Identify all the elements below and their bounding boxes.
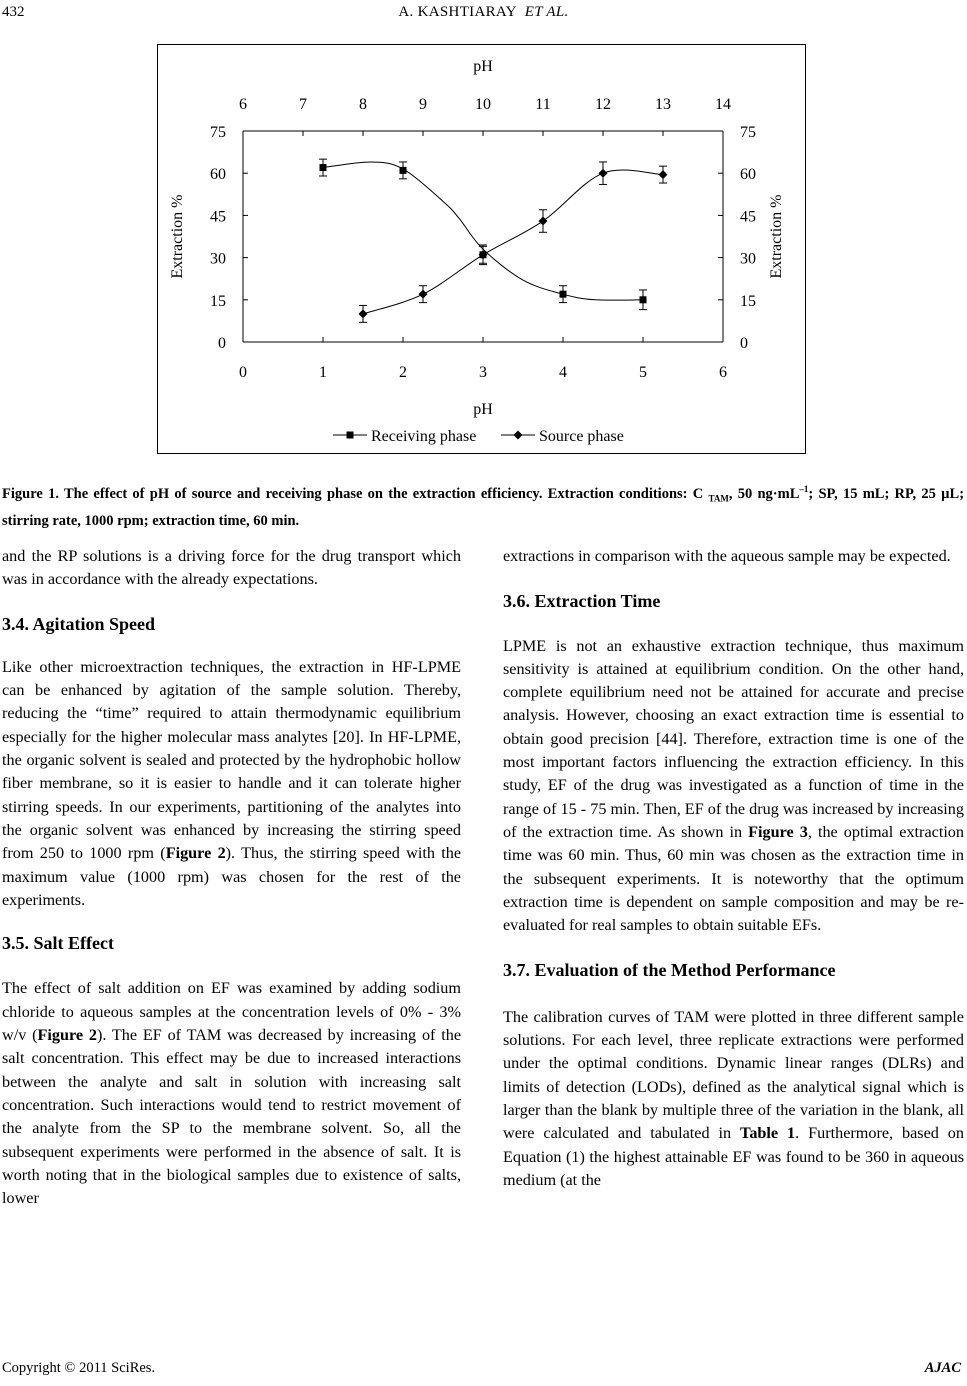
- legend-source-phase-label: Source phase: [539, 428, 624, 445]
- caption-rest: ; SP, 15 mL; RP, 25 µL; stirring rate, 1000 rpm; extraction time, 60 min.: [2, 485, 965, 529]
- paragraph-intro: and the RP solutions is a driving force for the drug transport which was in accordance with the already expectations.: [2, 547, 461, 589]
- agitation-text-1: Like other microextraction techniques, the extraction in HF-LPME can be enhanced by agitation of the sample solution. Thereby, reducing the “time” required to attain thermodynamic equilibrium especially for the higher molecular mass analytes [20]. In HF-LPME, the organic solvent is sealed and protected by the hydrophobic hollow fiber membrane, so it is easier to handle and it can tolerate higher stirring speeds. In our experiments, partitioning of the analytes into the organic solvent was enhanced by increasing the stirring speed from 250 to 1000 rpm (: [2, 657, 461, 863]
- x-bottom-tick-label: 2: [399, 364, 407, 381]
- salt-text-2: ). The EF of TAM was decreased by increasing of the salt concentration. This effect may be due to increased interactions between the analyte and salt in solution with increasing salt concentration. Such interactions would tend to restrict movement of the analyte from the SP to the membrane solvent. So, all the subsequent experiments were performed in the absence of salt. It is worth noting that in the biological samples due to existence of salts, lower: [2, 1026, 462, 1208]
- running-head: [0, 4, 967, 21]
- caption-subscript: TAM: [708, 493, 729, 504]
- source-phase-point: [359, 309, 368, 318]
- figure-1-chart: [158, 45, 805, 453]
- eval-text-1: The calibration curves of TAM were plotted in three different sample solutions. For each level, three replicate extractions were performed under the optimal conditions. Dynamic linear ranges (DLRs) and limits of detection (LODs), defined as the analytical signal which is larger than the blank by multiple three of the variation in the blank, all were calculated and tabulated in: [503, 1007, 964, 1143]
- journal-footer: AJAC: [924, 1360, 961, 1376]
- y-right-tick-label: 15: [740, 292, 756, 310]
- x-bottom-tick-label: 6: [719, 364, 727, 381]
- paragraph-method-performance: [503, 1006, 964, 1192]
- running-head-et-al: ET AL.: [524, 4, 569, 20]
- y-right-tick-label: 0: [740, 335, 748, 352]
- x-bottom-tick-label: 4: [559, 364, 567, 381]
- running-head-authors: A. KASHTIARAY: [398, 4, 517, 20]
- caption-label: Figure 1.: [2, 485, 59, 502]
- figure-1-caption: [2, 478, 964, 532]
- x-top-axis-title: pH: [473, 58, 493, 75]
- left-column: [2, 545, 461, 1210]
- caption-concentration: , 50 ng·mL: [728, 485, 800, 502]
- legend-receiving-phase-label: Receiving phase: [371, 428, 477, 445]
- source-phase-point: [659, 170, 668, 179]
- caption-main: The effect of pH of source and receiving phase on the extraction efficiency. Extraction conditions: C: [63, 485, 704, 502]
- figure-2-reference: Figure 2: [37, 1026, 97, 1045]
- right-column: [503, 545, 964, 1192]
- x-bottom-tick-label: 0: [239, 364, 247, 381]
- x-top-tick-label: 6: [239, 96, 247, 113]
- y-right-tick-label: 30: [740, 250, 756, 268]
- y-left-tick-label: 45: [210, 208, 226, 226]
- heading-agitation-speed: 3.4. Agitation Speed: [2, 613, 156, 634]
- heading-extraction-time: 3.6. Extraction Time: [503, 591, 661, 612]
- y-right-axis-title: Extraction %: [768, 194, 785, 279]
- y-right-tick-label: 45: [740, 208, 756, 226]
- figure-3-reference: Figure 3: [748, 822, 808, 841]
- x-bottom-tick-label: 3: [479, 364, 487, 381]
- y-left-tick-label: 0: [218, 335, 226, 352]
- time-text-2: , the optimal extraction time was 60 min. Thus, 60 min was chosen as the extraction time in the subsequent experiments. It is noteworthy that the optimum extraction time is dependent on sample composition and may be re-evaluated for real samples to obtain suitable EFs.: [503, 822, 964, 935]
- paragraph-continued: extractions in comparison with the aqueous sample may be expected.: [503, 547, 951, 565]
- x-top-tick-label: 7: [299, 96, 307, 113]
- x-bottom-tick-label: 5: [639, 364, 647, 381]
- receiving-phase-point: [560, 291, 567, 298]
- paragraph-extraction-time: [503, 635, 964, 938]
- heading-method-performance: 3.7. Evaluation of the Method Performance: [503, 960, 836, 981]
- heading-salt-effect: 3.5. Salt Effect: [2, 933, 114, 954]
- legend-receiving-phase-marker: [347, 432, 354, 439]
- paragraph-agitation: [2, 656, 461, 912]
- legend-source-phase-marker: [514, 431, 523, 440]
- eval-text-2: . Furthermore, based on Equation (1) the highest attainable EF was found to be 360 in aqueous medium (at the: [503, 1124, 964, 1189]
- y-left-tick-label: 30: [210, 250, 226, 268]
- y-left-tick-label: 15: [210, 292, 226, 310]
- y-left-axis-title: Extraction %: [169, 194, 186, 279]
- figure-2-reference: Figure 2: [165, 844, 226, 863]
- y-left-tick-label: 60: [210, 166, 226, 184]
- time-text-1: LPME is not an exhaustive extraction technique, thus maximum sensitivity is attained at equilibrium condition. On the other hand, complete equilibrium need not be attained for accurate and precise analysis. However, choosing an exact extraction time is essential to obtain good precision [44]. Therefore, extraction time is one of the most important factors influencing the extraction efficiency. In this study, EF of the drug was investigated as a function of time in the range of 15 - 75 min. Then, EF of the drug was increased by increasing of the extraction time. As shown in: [503, 636, 964, 841]
- copyright-footer: Copyright © 2011 SciRes.: [2, 1360, 156, 1376]
- source-phase-line: [363, 170, 663, 314]
- source-phase-point: [419, 290, 428, 299]
- y-left-tick-label: 75: [210, 124, 226, 141]
- receiving-phase-point: [640, 296, 647, 303]
- paragraph-salt: [2, 977, 461, 1210]
- salt-text-1: The effect of salt addition on EF was examined by adding sodium chloride to aqueous samples at the concentration levels of 0% - 3% w/v (: [2, 979, 461, 1045]
- page-number: 432: [2, 4, 25, 20]
- agitation-text-2: ). Thus, the stirring speed with the maximum value (1000 rpm) was chosen for the rest of the experiments.: [2, 844, 462, 909]
- x-top-tick-label: 11: [535, 96, 551, 113]
- receiving-phase-line: [323, 162, 643, 300]
- source-phase-point: [599, 169, 608, 178]
- x-top-tick-label: 13: [655, 96, 671, 113]
- figure-1-frame: [157, 44, 806, 454]
- receiving-phase-point: [320, 164, 327, 171]
- table-1-reference: Table 1: [740, 1124, 796, 1143]
- x-top-tick-label: 8: [359, 96, 367, 113]
- receiving-phase-point: [400, 167, 407, 174]
- source-phase-point: [539, 217, 548, 226]
- x-bottom-axis-title: pH: [473, 401, 493, 418]
- y-right-tick-label: 75: [740, 124, 756, 141]
- caption-superscript: –1: [799, 484, 809, 494]
- x-top-tick-label: 9: [419, 96, 427, 113]
- x-top-tick-label: 10: [475, 96, 491, 113]
- y-right-tick-label: 60: [740, 166, 756, 184]
- x-bottom-tick-label: 1: [319, 364, 327, 381]
- x-top-tick-label: 14: [715, 96, 731, 113]
- x-top-tick-label: 12: [595, 96, 611, 113]
